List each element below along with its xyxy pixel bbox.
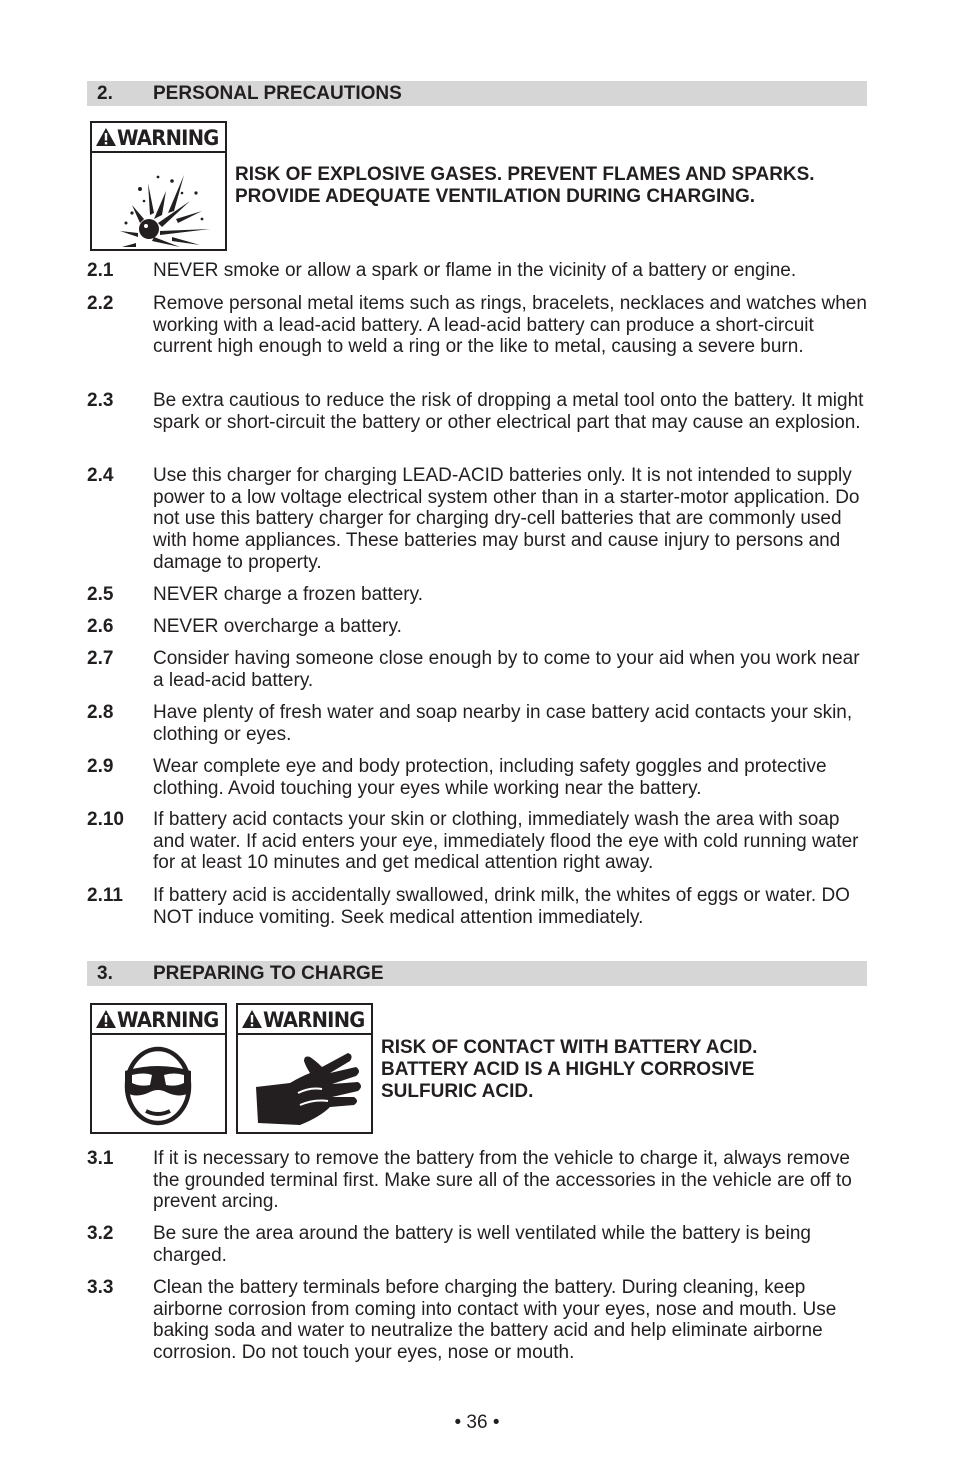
explosion-warning-text: RISK OF EXPLOSIVE GASES. PREVENT FLAMES AND SPARKS. PROVIDE ADEQUATE VENTILATION DURING CHARGING. — [235, 164, 815, 207]
item-text: Remove personal metal items such as rings, bracelets, necklaces and watches when working with a lead-acid battery. A lead-acid battery can produce a short-circuit current high enough to weld a ring or the like to metal, causing a severe burn. — [153, 293, 867, 358]
section-3-header — [87, 961, 867, 986]
item-number: 3.1 — [87, 1148, 114, 1169]
item-number: 2.7 — [87, 648, 114, 669]
item-text: If it is necessary to remove the battery from the vehicle to charge it, always remove the grounded terminal first. Make sure all of the accessories in the vehicle are off to prevent arcing. — [153, 1148, 852, 1213]
item-number: 2.8 — [87, 702, 114, 723]
item-number: 2.3 — [87, 390, 114, 411]
item-number: 3.2 — [87, 1223, 114, 1244]
item-number: 3.3 — [87, 1277, 114, 1298]
item-number: 2.11 — [87, 885, 123, 906]
acid-warning-text: RISK OF CONTACT WITH BATTERY ACID. BATTERY ACID IS A HIGHLY CORROSIVE SULFURIC ACID. — [381, 1037, 758, 1102]
list-item — [87, 648, 872, 691]
item-text: NEVER charge a frozen battery. — [153, 584, 423, 605]
item-text: NEVER smoke or allow a spark or flame in the vicinity of a battery or engine. — [153, 260, 797, 281]
list-item — [87, 616, 872, 638]
item-text: Use this charger for charging LEAD-ACID batteries only. It is not intended to supply power to a low voltage electrical system other than in a starter-motor application. Do not use this battery charger for charging dry-cell batteries that are commonly used with home appliances. These batteries may burst and cause injury to persons and damage to property. — [153, 465, 860, 573]
item-text: Have plenty of fresh water and soap nearby in case battery acid contacts your skin, clothing or eyes. — [153, 702, 853, 745]
item-text: Consider having someone close enough by to come to your aid when you work near a lead-acid battery. — [153, 648, 860, 691]
item-text: Be extra cautious to reduce the risk of dropping a metal tool onto the battery. It might spark or short-circuit the battery or other electrical part that may cause an explosion. — [153, 390, 864, 433]
section-title: PERSONAL PRECAUTIONS — [153, 83, 402, 104]
section-title: PREPARING TO CHARGE — [153, 963, 384, 984]
list-item — [87, 293, 872, 358]
rubber-glove-icon — [238, 1035, 371, 1132]
item-number: 2.1 — [87, 260, 114, 281]
item-number: 2.6 — [87, 616, 114, 637]
item-text: Be sure the area around the battery is well ventilated while the battery is being charged. — [153, 1223, 811, 1266]
explosion-icon — [92, 153, 225, 249]
warning-word: WARNING — [117, 1008, 219, 1032]
warning-header — [92, 123, 225, 153]
section-number: 3. — [97, 963, 113, 984]
section-2-header — [87, 81, 867, 106]
item-text: Wear complete eye and body protection, including safety goggles and protective clothing. Avoid touching your eyes while working near the battery. — [153, 756, 827, 799]
list-item — [87, 1277, 872, 1364]
warning-header — [92, 1005, 225, 1035]
list-item — [87, 1148, 872, 1213]
item-number: 2.4 — [87, 465, 114, 486]
item-number: 2.10 — [87, 809, 124, 830]
list-item — [87, 584, 872, 606]
warning-word: WARNING — [117, 126, 219, 150]
warning-triangle-icon — [95, 127, 117, 147]
item-number: 2.2 — [87, 293, 114, 314]
list-item — [87, 702, 872, 745]
list-item — [87, 885, 872, 928]
list-item — [87, 260, 872, 282]
list-item — [87, 1223, 872, 1266]
item-number: 2.5 — [87, 584, 114, 605]
list-item — [87, 756, 872, 799]
safety-goggles-icon — [92, 1035, 225, 1132]
goggles-warning-label — [90, 1003, 227, 1134]
explosion-warning-label — [90, 121, 227, 251]
warning-header — [238, 1005, 371, 1035]
list-item — [87, 465, 872, 574]
page-number: • 36 • — [454, 1412, 500, 1433]
warning-triangle-icon — [95, 1009, 117, 1029]
gloves-warning-label — [236, 1003, 373, 1134]
warning-triangle-icon — [241, 1009, 263, 1029]
item-text: If battery acid is accidentally swallowed, drink milk, the whites of eggs or water. DO NOT induce vomiting. Seek medical attention immediately. — [153, 885, 850, 928]
item-text: Clean the battery terminals before charging the battery. During cleaning, keep airborne corrosion from coming into contact with your eyes, nose and mouth. Use baking soda and water to neutralize the battery acid and help eliminate airborne corrosion. Do not touch your eyes, nose or mouth. — [153, 1277, 837, 1364]
warning-word: WARNING — [263, 1008, 365, 1032]
list-item — [87, 390, 872, 433]
item-text: NEVER overcharge a battery. — [153, 616, 402, 637]
list-item — [87, 809, 872, 874]
item-number: 2.9 — [87, 756, 114, 777]
section-number: 2. — [97, 83, 113, 104]
item-text: If battery acid contacts your skin or clothing, immediately wash the area with soap and water. If acid enters your eye, immediately flood the eye with cold running water for at least 10 minutes and get medical attention right away. — [153, 809, 859, 874]
